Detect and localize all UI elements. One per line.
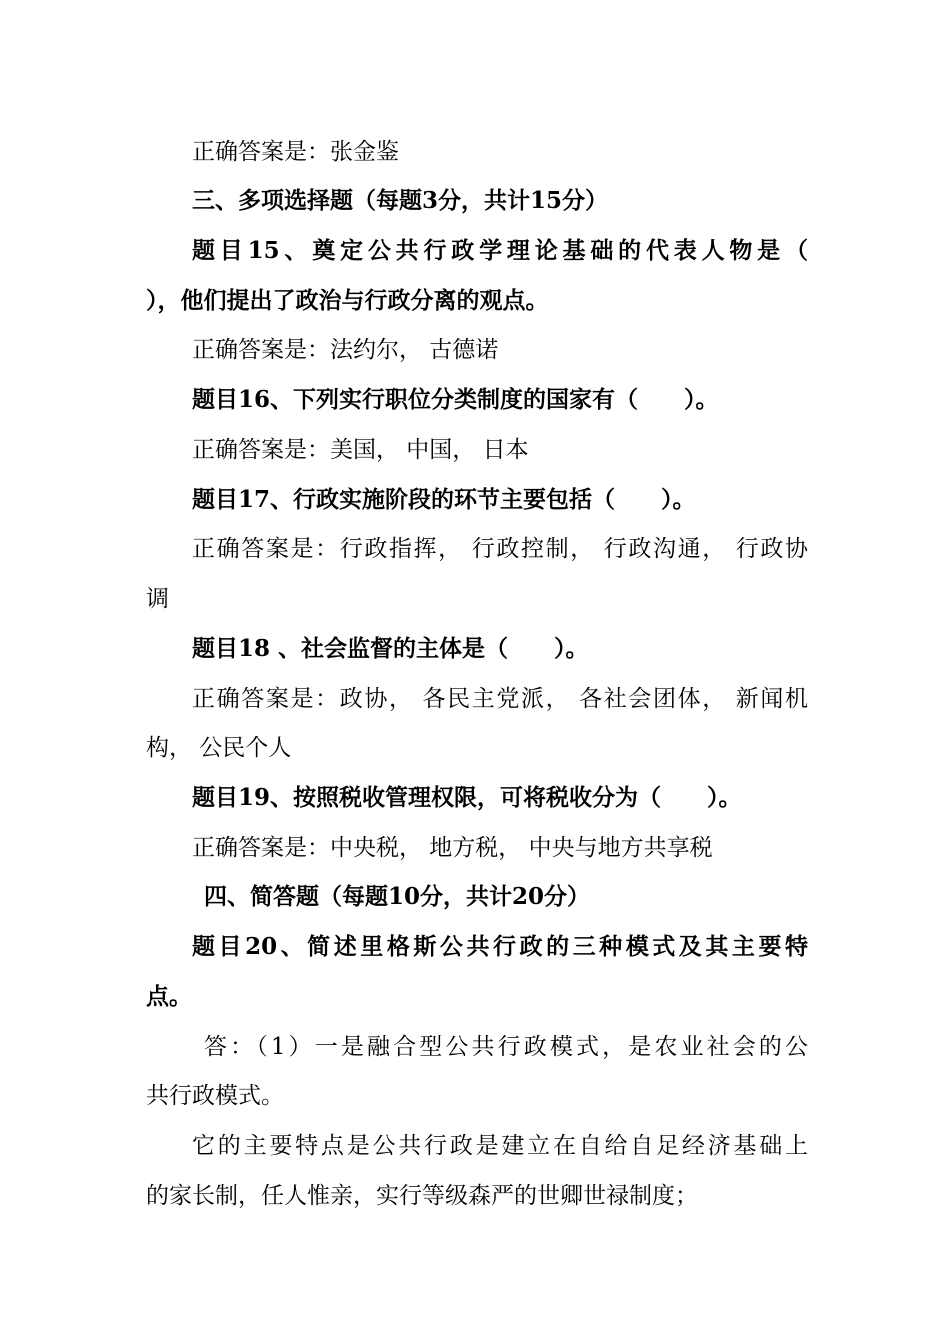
answer-paragraph-line-4: 的家长制，任人惟亲，实行等级森严的世卿世禄制度； xyxy=(146,1183,698,1209)
answer-line: 正确答案是：政协， 各民主党派， 各社会团体， 新闻机 xyxy=(192,686,808,712)
question-16: 题目16、下列实行职位分类制度的国家有（ ）。 xyxy=(192,386,719,413)
question-15-line-1: 题目15、奠定公共行政学理论基础的代表人物是（ xyxy=(192,237,808,264)
answer-line: 正确答案是：法约尔， 古德诺 xyxy=(192,337,499,363)
section-heading-short-answer: 四、简答题（每题10分，共计20分） xyxy=(204,883,591,910)
answer-paragraph-line-2: 共行政模式。 xyxy=(146,1083,284,1109)
question-15-line-2: ），他们提出了政治与行政分离的观点。 xyxy=(146,287,549,314)
question-19: 题目19、按照税收管理权限，可将税收分为（ ）。 xyxy=(192,784,742,811)
question-20-line-2: 点。 xyxy=(146,983,192,1010)
question-17: 题目17、行政实施阶段的环节主要包括（ ）。 xyxy=(192,486,696,513)
answer-paragraph-line-3: 它的主要特点是公共行政是建立在自给自足经济基础上 xyxy=(192,1133,808,1159)
question-20-line-1: 题目20、简述里格斯公共行政的三种模式及其主要特 xyxy=(192,933,808,960)
answer-line: 正确答案是：张金鉴 xyxy=(192,139,399,165)
answer-line: 正确答案是：中央税， 地方税， 中央与地方共享税 xyxy=(192,835,713,861)
answer-paragraph-line-1: 答：（1）一是融合型公共行政模式，是农业社会的公 xyxy=(204,1034,808,1060)
answer-line: 正确答案是：行政指挥， 行政控制， 行政沟通， 行政协 xyxy=(192,536,808,562)
answer-line: 正确答案是：美国， 中国， 日本 xyxy=(192,437,529,463)
answer-line-continued: 调 xyxy=(146,586,169,612)
question-18: 题目18 、社会监督的主体是（ ）。 xyxy=(192,635,589,662)
answer-line-continued: 构， 公民个人 xyxy=(146,735,292,761)
section-heading-multiple-choice: 三、多项选择题（每题3分，共计15分） xyxy=(192,187,609,214)
